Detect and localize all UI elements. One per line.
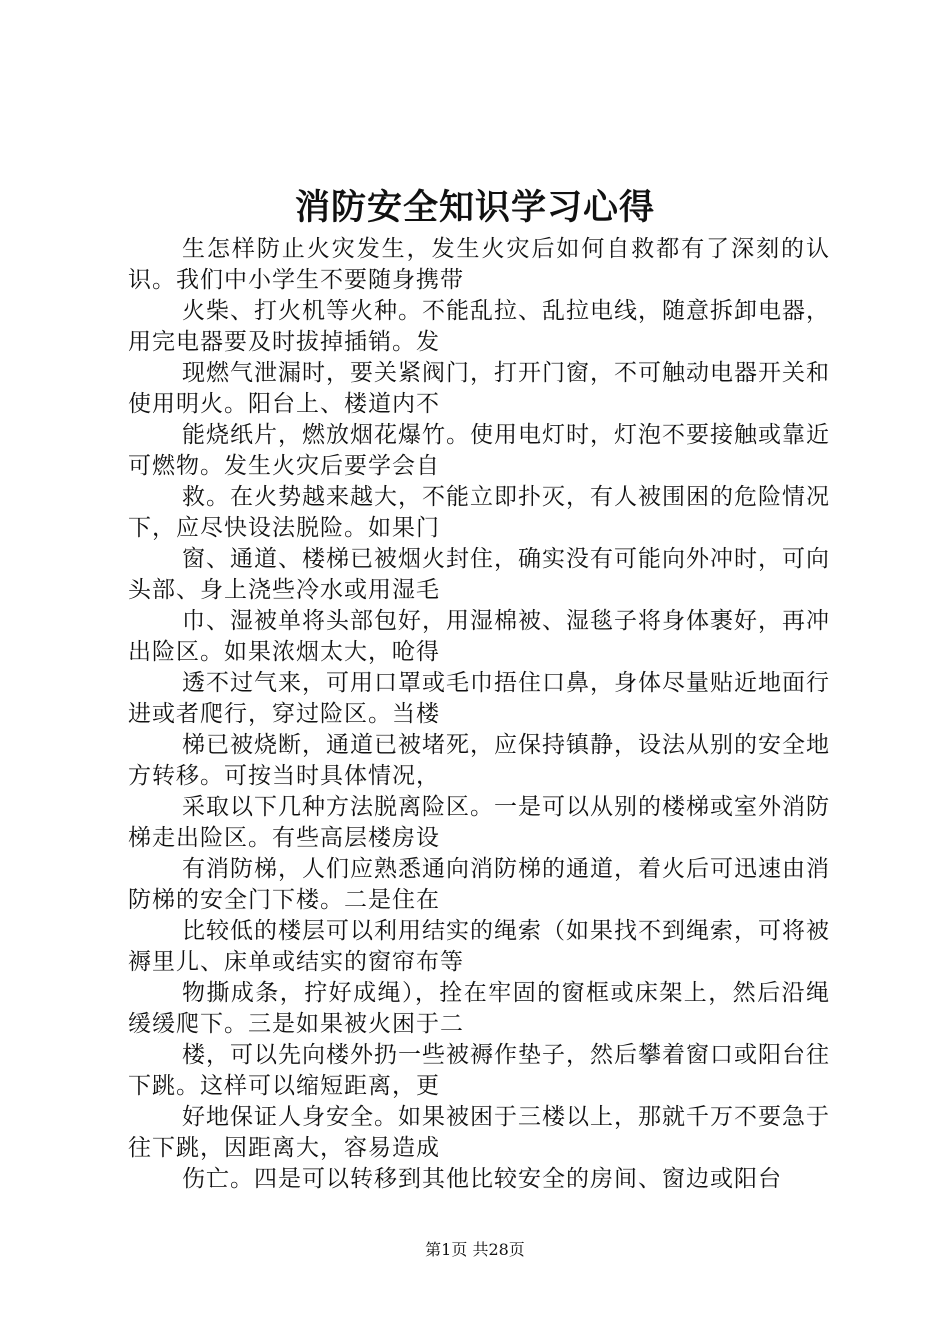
paragraph: 透不过气来，可用口罩或毛巾捂住口鼻，身体尽量贴近地面行进或者爬行，穿过险区。当楼	[128, 670, 830, 727]
paragraph: 生怎样防止火灾发生，发生火灾后如何自救都有了深刻的认识。我们中小学生不要随身携带	[128, 236, 830, 293]
document-title: 消防安全知识学习心得	[294, 187, 655, 228]
paragraph: 能烧纸片，燃放烟花爆竹。使用电灯时，灯泡不要接触或靠近可燃物。发生火灾后要学会自	[128, 422, 830, 479]
paragraph: 伤亡。四是可以转移到其他比较安全的房间、窗边或阳台	[182, 1166, 782, 1192]
paragraph: 救。在火势越来越大，不能立即扑灭，有人被围困的危险情况下，应尽快设法脱险。如果门	[128, 484, 830, 541]
paragraph: 现燃气泄漏时，要关紧阀门，打开门窗，不可触动电器开关和使用明火。阳台上、楼道内不	[128, 360, 830, 417]
page-number-footer: 第1页 共28页	[425, 1240, 525, 1259]
paragraph: 火柴、打火机等火种。不能乱拉、乱拉电线，随意拆卸电器，用完电器要及时拔掉插销。发	[128, 298, 830, 355]
paragraph: 物撕成条，拧好成绳），拴在牢固的窗框或床架上，然后沿绳缓缓爬下。三是如果被火困于二	[128, 980, 830, 1037]
paragraph: 楼，可以先向楼外扔一些被褥作垫子，然后攀着窗口或阳台往下跳。这样可以缩短距离，更	[128, 1042, 830, 1099]
paragraph: 有消防梯，人们应熟悉通向消防梯的通道，着火后可迅速由消防梯的安全门下楼。二是住在	[128, 856, 830, 913]
document-body	[128, 234, 830, 1195]
paragraph: 梯已被烧断，通道已被堵死，应保持镇静，设法从别的安全地方转移。可按当时具体情况，	[128, 732, 830, 789]
paragraph: 窗、通道、楼梯已被烟火封住，确实没有可能向外冲时，可向头部、身上浇些冷水或用湿毛	[128, 546, 830, 603]
paragraph: 好地保证人身安全。如果被困于三楼以上，那就千万不要急于往下跳，因距离大，容易造成	[128, 1104, 830, 1161]
paragraph: 采取以下几种方法脱离险区。一是可以从别的楼梯或室外消防梯走出险区。有些高层楼房设	[128, 794, 830, 851]
paragraph: 巾、湿被单将头部包好，用湿棉被、湿毯子将身体裹好，再冲出险区。如果浓烟太大，呛得	[128, 608, 830, 665]
paragraph: 比较低的楼层可以利用结实的绳索（如果找不到绳索，可将被褥里儿、床单或结实的窗帘布等	[128, 918, 830, 975]
